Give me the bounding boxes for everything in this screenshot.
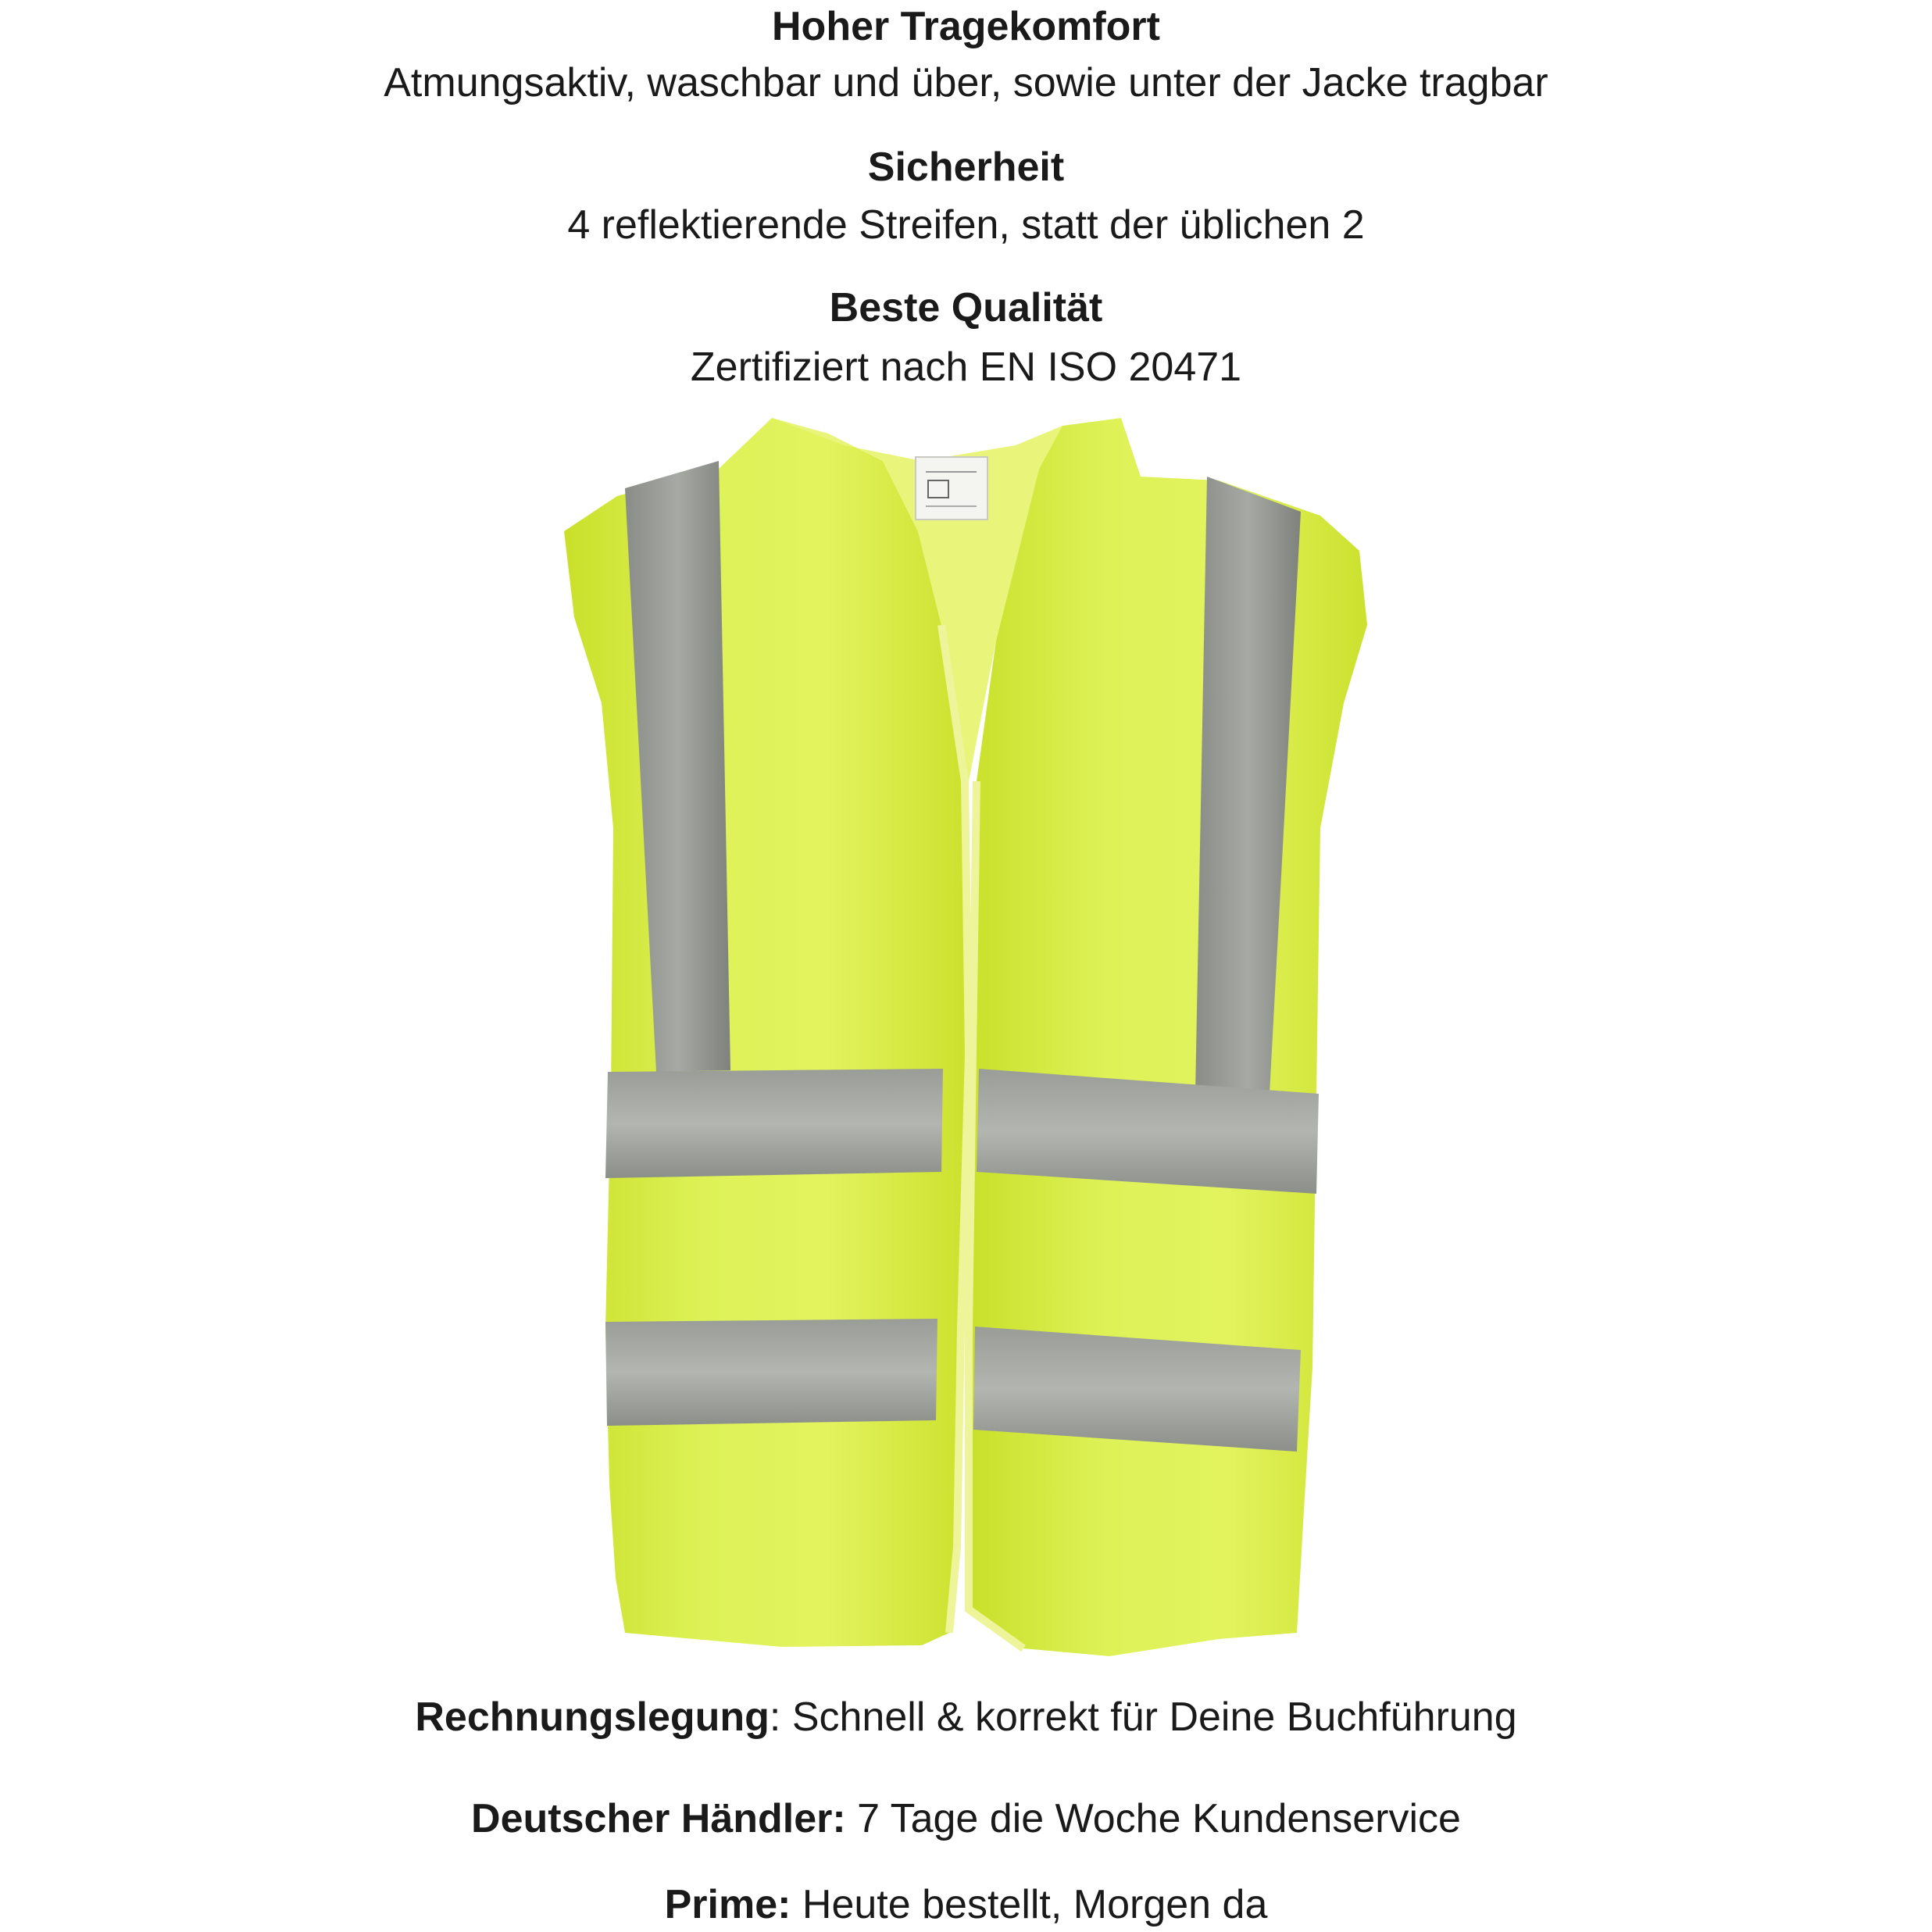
feature-text-quality: Zertifiziert nach EN ISO 20471 — [690, 345, 1242, 390]
footer-prime-label: Prime: — [664, 1882, 791, 1927]
feature-text-comfort: Atmungsaktiv, waschbar und über, sowie unter der Jacke tragbar — [384, 60, 1548, 105]
footer-prime-text: Heute bestellt, Morgen da — [791, 1882, 1268, 1927]
footer-invoicing-label: Rechnungslegung — [415, 1695, 770, 1740]
vest-left-panel — [564, 418, 969, 1647]
footer-invoicing — [0, 1695, 1932, 1740]
footer-merchant-label: Deutscher Händler: — [471, 1796, 846, 1841]
footer-merchant — [0, 1798, 1932, 1839]
footer-prime — [0, 1884, 1932, 1925]
feature-title-safety: Sicherheit — [867, 145, 1065, 190]
feature-title-comfort: Hoher Tragekomfort — [772, 4, 1160, 49]
feature-text-safety: 4 reflektierende Streifen, statt der üblichen 2 — [567, 202, 1365, 248]
reflective-stripe-lower-left — [605, 1319, 937, 1426]
feature-title-quality: Beste Qualität — [829, 285, 1103, 330]
care-label — [916, 457, 987, 520]
footer-merchant-text: 7 Tage die Woche Kundenservice — [845, 1796, 1461, 1841]
reflective-stripe-upper-left — [605, 1069, 943, 1178]
vest-right-panel — [969, 418, 1367, 1656]
footer-invoicing-text: : Schnell & korrekt für Deine Buchführung — [769, 1695, 1517, 1740]
